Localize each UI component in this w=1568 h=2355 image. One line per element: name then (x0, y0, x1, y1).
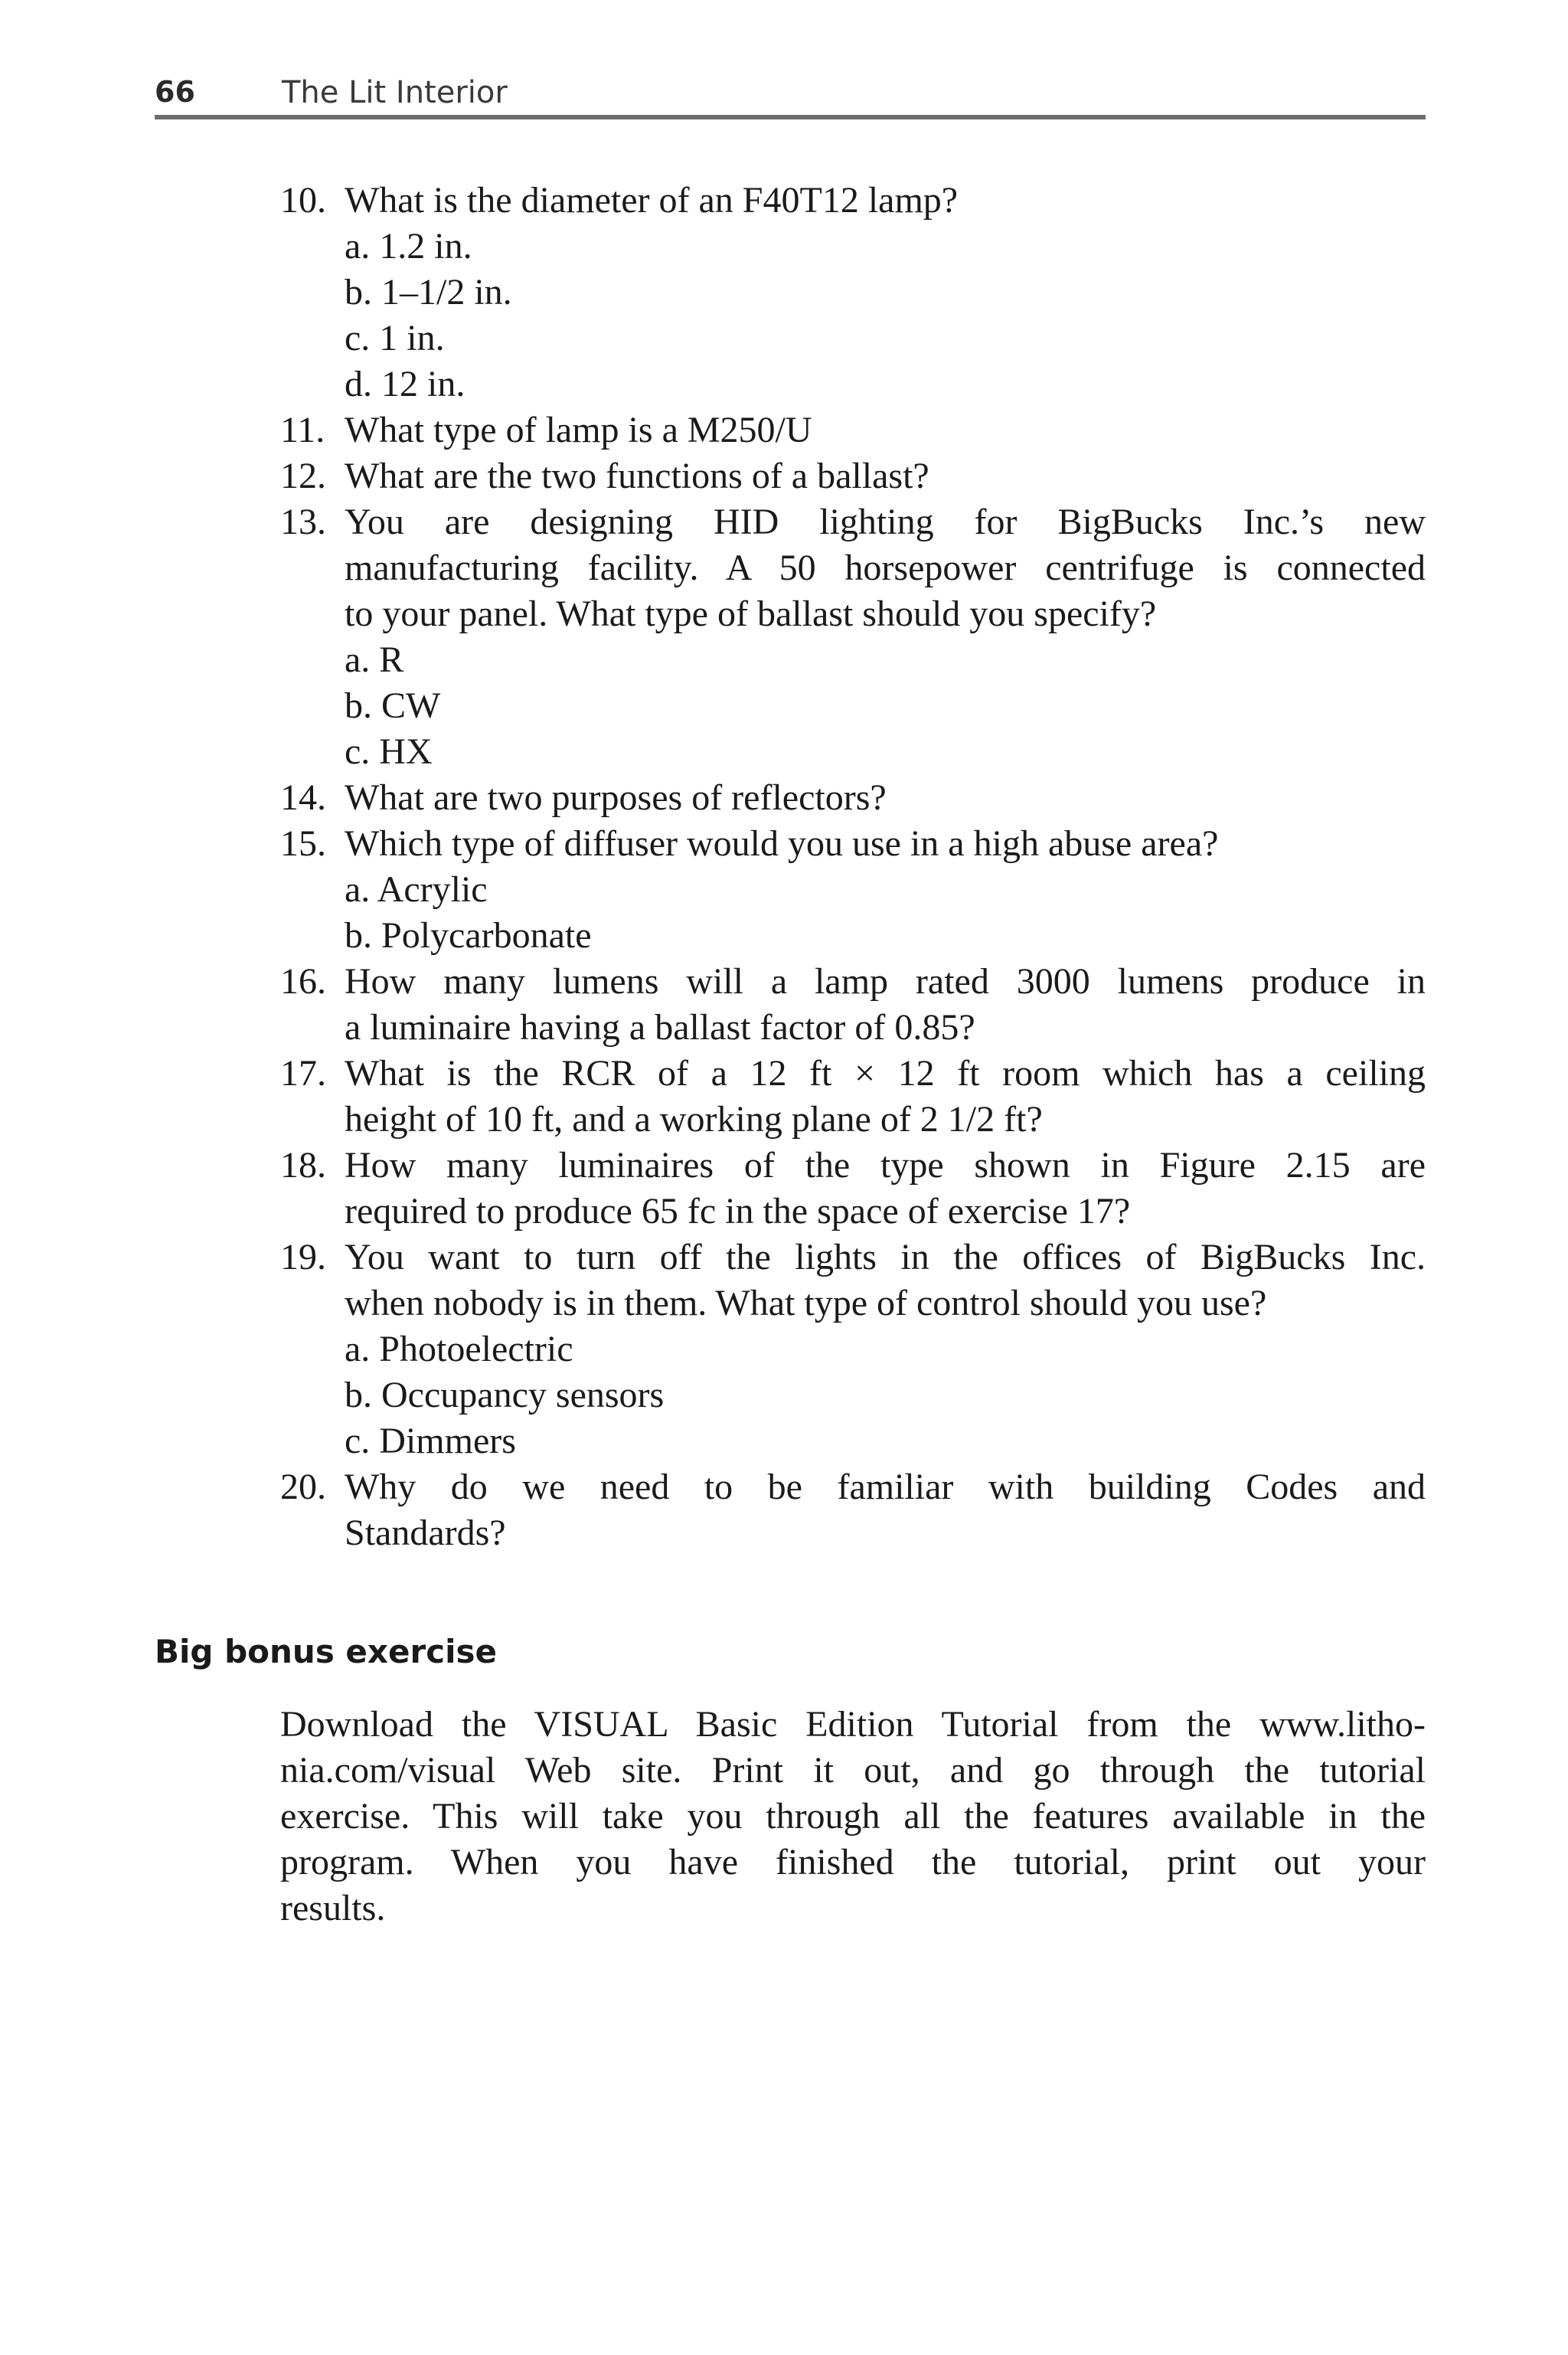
bonus-text-line: results. (280, 1888, 386, 1928)
question-number: 14. (280, 777, 326, 818)
answer-option: b. Polycarbonate (345, 915, 592, 956)
question-text-line: What are two purposes of reflectors? (345, 777, 887, 818)
question-text-line: What is the diameter of an F40T12 lamp? (345, 180, 959, 221)
question-text-line: You want to turn off the lights in the offices of BigBucks Inc. (345, 1237, 1426, 1277)
bonus-text-line: exercise. This will take you through all the features available in the (280, 1796, 1426, 1837)
bonus-text-line: program. When you have finished the tutorial, print out your (280, 1842, 1426, 1882)
question-text-line: Standards? (345, 1513, 506, 1553)
book-title: The Lit Interior (282, 75, 508, 110)
header-rule (155, 115, 1426, 119)
question-text-line: What type of lamp is a M250/U (345, 410, 812, 450)
answer-option: b. 1–1/2 in. (345, 272, 512, 312)
question-item (280, 1143, 1426, 1235)
question-item (280, 499, 1426, 637)
question-item (280, 775, 1426, 821)
question-item (280, 453, 1426, 499)
question-item (280, 821, 1426, 867)
question-text-line: to your panel. What type of ballast should you specify? (345, 594, 1157, 634)
question-list (280, 178, 1426, 1556)
question-text-line: manufacturing facility. A 50 horsepower centrifuge is connected (345, 548, 1426, 588)
bonus-text-line: Download the VISUAL Basic Edition Tutorial from the www.litho- (280, 1704, 1426, 1745)
question-number: 18. (280, 1145, 326, 1186)
answer-option: a. R (345, 639, 404, 680)
question-number: 11. (280, 410, 325, 450)
question-item (280, 178, 1426, 224)
question-number: 19. (280, 1237, 326, 1277)
question-number: 10. (280, 180, 326, 221)
question-text-line: You are designing HID lighting for BigBucks Inc.’s new (345, 502, 1426, 542)
answer-option: a. Acrylic (345, 869, 488, 910)
answer-option: a. 1.2 in. (345, 226, 472, 267)
question-item (280, 1235, 1426, 1326)
question-text-line: What is the RCR of a 12 ft × 12 ft room which has a ceiling (345, 1053, 1426, 1094)
question-text-line: What are the two functions of a ballast? (345, 456, 929, 496)
answer-option: c. Dimmers (345, 1421, 516, 1461)
running-header (155, 70, 1426, 116)
question-text-line: How many lumens will a lamp rated 3000 lumens produce in (345, 961, 1426, 1002)
answer-option: b. CW (345, 685, 441, 726)
page-number: 66 (155, 75, 195, 109)
bonus-text-line: nia.com/visual Web site. Print it out, and go through the tutorial (280, 1750, 1426, 1791)
answer-option: a. Photoelectric (345, 1329, 573, 1369)
question-item (280, 1464, 1426, 1556)
question-number: 20. (280, 1467, 326, 1507)
answer-option: b. Occupancy sensors (345, 1375, 665, 1415)
answer-option: d. 12 in. (345, 364, 466, 404)
question-text-line: when nobody is in them. What type of control should you use? (345, 1283, 1267, 1323)
section-heading: Big bonus exercise (155, 1633, 497, 1670)
question-number: 17. (280, 1053, 326, 1094)
question-item (280, 959, 1426, 1051)
question-number: 16. (280, 961, 326, 1002)
question-item (280, 1051, 1426, 1143)
answer-option: c. HX (345, 731, 433, 772)
question-text-line: How many luminaires of the type shown in Figure 2.15 are (345, 1145, 1426, 1186)
question-text-line: Which type of diffuser would you use in a high abuse area? (345, 823, 1219, 864)
bonus-paragraph (280, 1702, 1426, 1931)
question-text-line: height of 10 ft, and a working plane of 2 1/2 ft? (345, 1099, 1043, 1140)
question-text-line: required to produce 65 fc in the space of exercise 17? (345, 1191, 1131, 1231)
question-number: 12. (280, 456, 326, 496)
question-text-line: a luminaire having a ballast factor of 0.85? (345, 1007, 975, 1048)
answer-option: c. 1 in. (345, 318, 445, 358)
question-number: 15. (280, 823, 326, 864)
question-item (280, 407, 1426, 453)
question-number: 13. (280, 502, 326, 542)
question-text-line: Why do we need to be familiar with building Codes and (345, 1467, 1426, 1507)
